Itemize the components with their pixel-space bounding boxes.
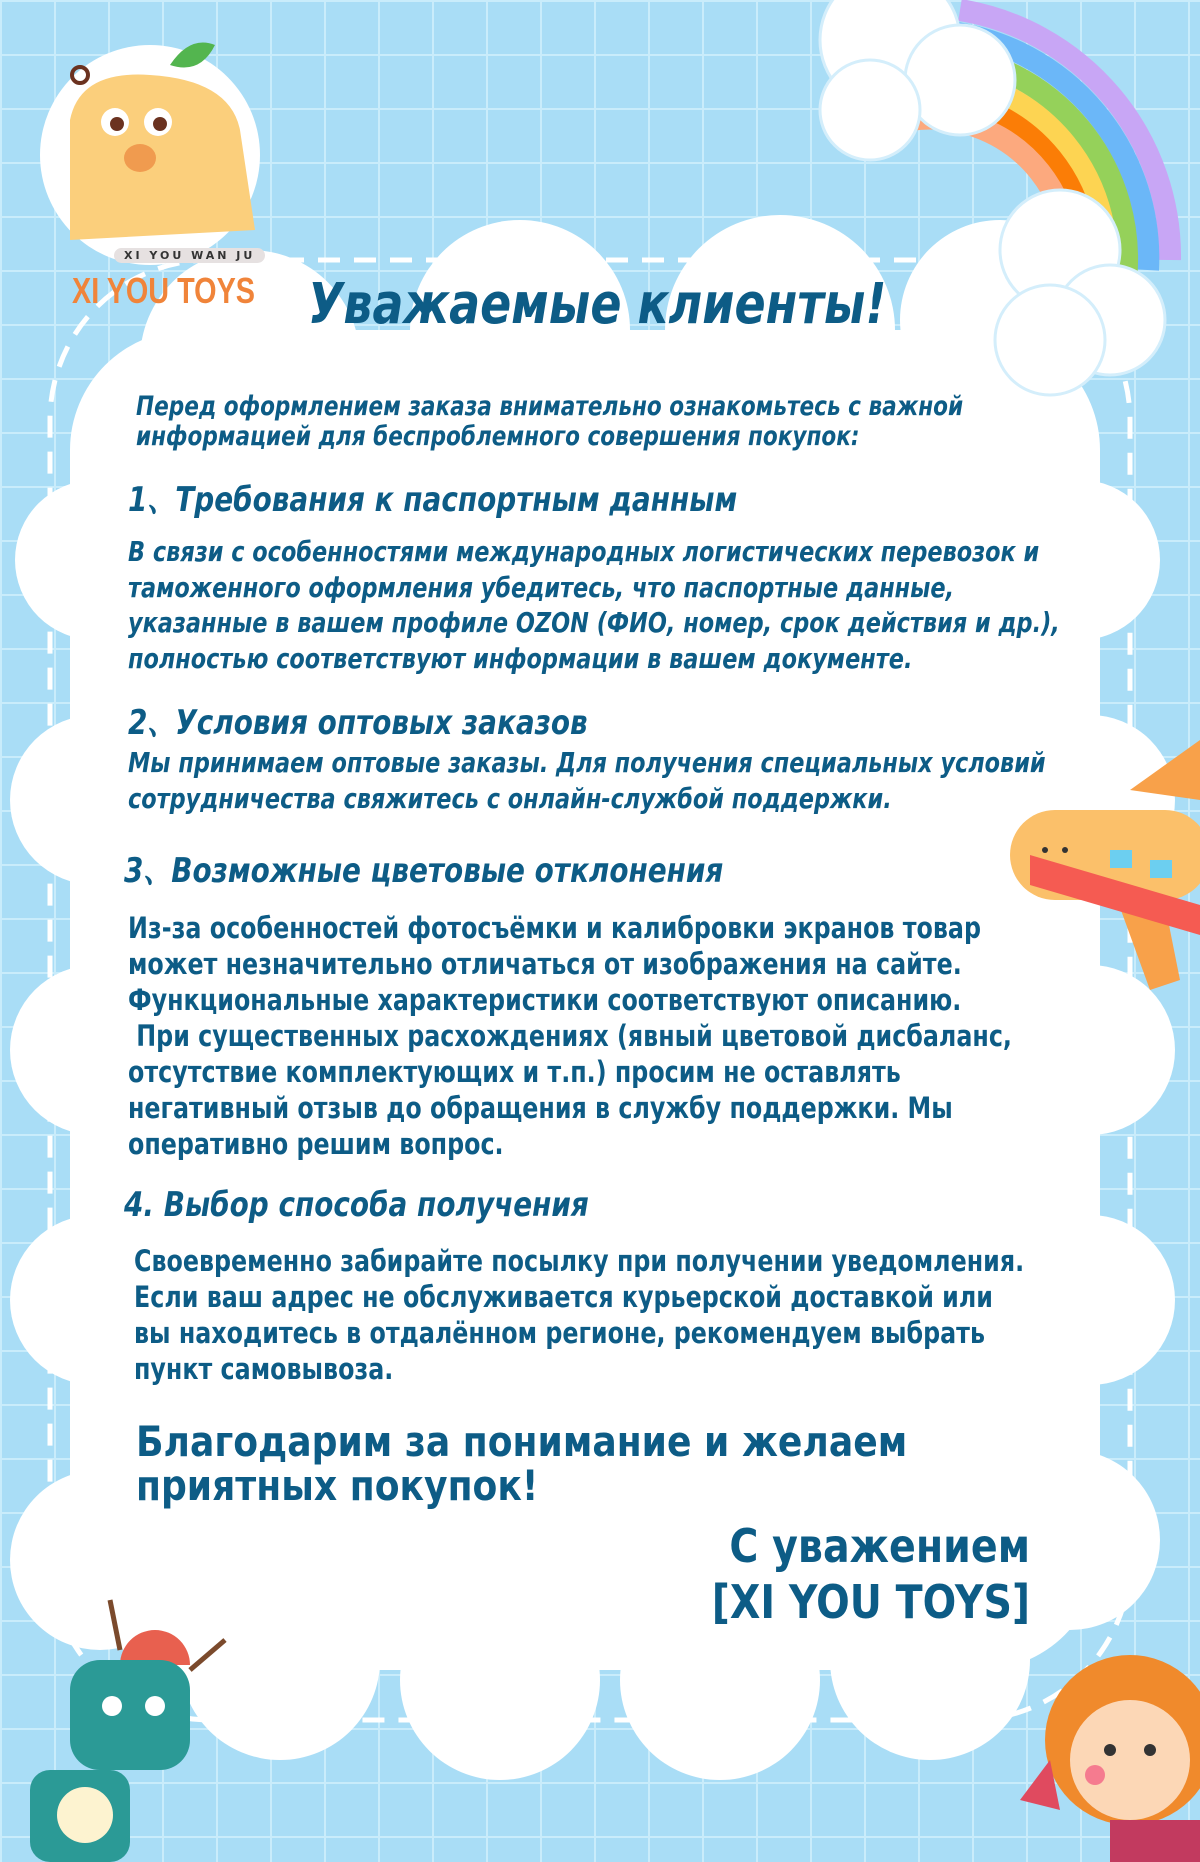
section-text-passport xyxy=(128,534,1060,676)
text-line: Из-за особенностей фотосъёмки и калибровки экранов товар xyxy=(128,911,981,945)
intro-text xyxy=(136,392,963,452)
text-line: вы находитесь в отдалённом регионе, рекомендуем выбрать xyxy=(134,1316,986,1350)
text-line: При существенных расхождениях (явный цветовой дисбаланс, xyxy=(128,1019,1012,1053)
intro-line: Перед оформлением заказа внимательно ознакомьтесь с важной xyxy=(136,391,964,422)
section-text-color xyxy=(128,910,1012,1162)
text-line: указанные в вашем профиле OZON (ФИО, номер, срок действия и др.), xyxy=(128,606,1060,639)
text-line: может незначительно отличаться от изображения на сайте. xyxy=(128,947,962,981)
text-line: оперативно решим вопрос. xyxy=(128,1127,504,1161)
text-line: таможенного оформления убедитесь, что паспортные данные, xyxy=(128,570,955,604)
section-heading-delivery: 4. Выбор способа получения xyxy=(124,1185,589,1225)
brand-subtitle: XI YOU WAN JU xyxy=(114,248,265,263)
text-line: Мы принимаем оптовые заказы. Для получения специальных условий xyxy=(128,746,1046,779)
section-heading-wholesale: 2、Условия оптовых заказов xyxy=(128,703,588,743)
thanks-text xyxy=(136,1417,908,1510)
signature xyxy=(712,1518,1030,1630)
doll-icon xyxy=(1020,1655,1200,1862)
text-line: [XI YOU TOYS] xyxy=(711,1575,1030,1629)
text-line: приятных покупок! xyxy=(136,1461,539,1510)
intro-line: информацией для беспроблемного совершения покупок: xyxy=(136,421,860,452)
section-text-delivery xyxy=(134,1243,1024,1387)
text-line: Функциональные характеристики соответствуют описанию. xyxy=(128,983,962,1017)
page-title: Уважаемые клиенты! xyxy=(308,272,887,337)
text-line: Своевременно забирайте посылку при получении уведомления. xyxy=(134,1244,1025,1278)
text-line: С уважением xyxy=(729,1519,1030,1573)
text-line: В связи с особенностями международных логистических перевозок и xyxy=(128,535,1040,568)
text-line: отсутствие комплектующих и т.п.) просим не оставлять xyxy=(128,1055,901,1089)
text-line: Если ваш адрес не обслуживается курьерской доставкой или xyxy=(134,1280,993,1314)
section-heading-color: 3、Возможные цветовые отклонения xyxy=(124,851,724,891)
text-line: полностью соответствуют информации в вашем документе. xyxy=(128,641,913,675)
brand-logo: XI YOU TOYS xyxy=(72,270,255,311)
text-line: негативный отзыв до обращения в службу поддержки. Мы xyxy=(128,1091,953,1125)
section-heading-passport: 1、Требования к паспортным данным xyxy=(128,480,738,520)
text-line: сотрудничества свяжитесь с онлайн-службой поддержки. xyxy=(128,781,892,815)
section-text-wholesale xyxy=(128,745,1046,816)
text-line: пункт самовывоза. xyxy=(134,1352,394,1386)
mascot-icon xyxy=(40,43,260,266)
text-line: Благодарим за понимание и желаем xyxy=(136,1417,908,1466)
